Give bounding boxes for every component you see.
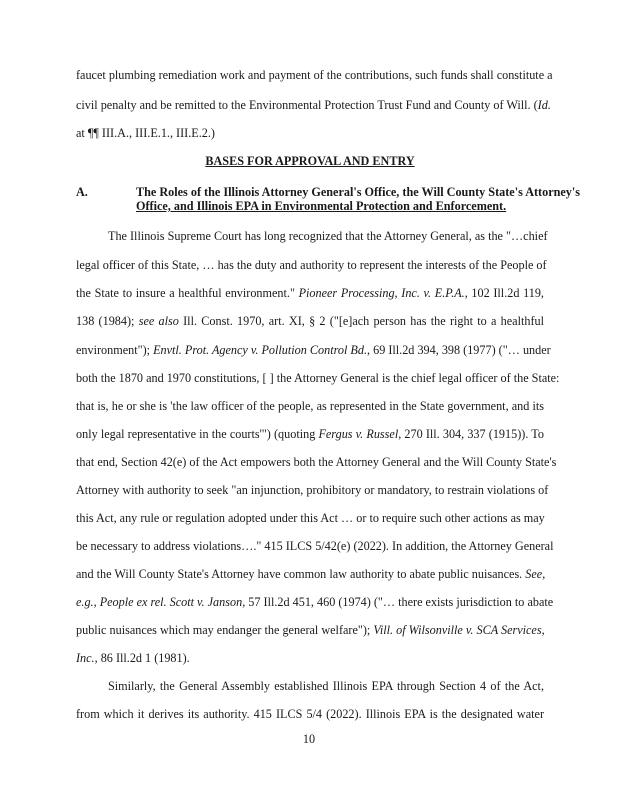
case-citation: Envtl. Prot. Agency v. Pollution Control Bd. [153, 343, 367, 357]
signal-see-also: see also [138, 314, 179, 328]
body-line: Attorney with authority to seek "an injunction, prohibitory or mandatory, to restrain violations of [76, 483, 549, 497]
page-number: 10 [302, 732, 316, 746]
body-line: faucet plumbing remediation work and payment of the contributions, such funds shall constitute a [76, 68, 553, 82]
signal-see: See, [525, 567, 546, 581]
body-line: environment"); Envtl. Prot. Agency v. Pollution Control Bd., 69 Ill.2d 394, 398 (1977) ("… under [76, 343, 551, 357]
body-line: legal officer of this State, … has the duty and authority to represent the interests of the People of [76, 258, 547, 272]
section-heading: BASES FOR APPROVAL AND ENTRY [205, 154, 415, 168]
body-line: public nuisances which may endanger the general welfare"); Vill. of Wilsonville v. SCA Services, [76, 623, 545, 637]
citation-id: Id. [537, 98, 551, 112]
body-line: that is, he or she is 'the law officer of the people, as represented in the State government, and its [76, 399, 544, 413]
body-line: and the Will County State's Attorney have common law authority to abate public nuisances. See, [76, 567, 546, 581]
body-line: 138 (1984); see also Ill. Const. 1970, art. XI, § 2 ("[e]ach person has the right to a healthful [76, 314, 544, 328]
body-line: this Act, any rule or regulation adopted under this Act … or to require such other actions as may [76, 511, 545, 525]
case-citation: Vill. of Wilsonville v. SCA Services, [373, 623, 545, 637]
body-line: the State to insure a healthful environment." Pioneer Processing, Inc. v. E.P.A., 102 Ill.2d 119, [76, 286, 544, 300]
body-line: from which it derives its authority. 415 ILCS 5/4 (2022). Illinois EPA is the designated water [76, 707, 544, 721]
subsection-title: Office, and Illinois EPA in Environmental Protection and Enforcement. [136, 199, 507, 213]
body-line: civil penalty and be remitted to the Environmental Protection Trust Fund and County of Will. (Id. [76, 98, 551, 112]
case-citation: Fergus v. Russel [318, 427, 399, 441]
case-citation: Pioneer Processing, Inc. v. E.P.A. [298, 286, 465, 300]
subsection-title: The Roles of the Illinois Attorney General's Office, the Will County State's Attorney's [136, 185, 581, 199]
body-line: be necessary to address violations…." 415 ILCS 5/42(e) (2022). In addition, the Attorney General [76, 539, 554, 553]
case-citation: People ex rel. Scott v. Janson [99, 595, 243, 609]
body-line: that end, Section 42(e) of the Act empowers both the Attorney General and the Will County State's [76, 455, 557, 469]
body-line: at ¶¶ III.A., III.E.1., III.E.2.) [76, 126, 215, 140]
body-line: both the 1870 and 1970 constitutions, [ ] the Attorney General is the chief legal officer of the State: [76, 371, 560, 385]
body-line: only legal representative in the courts'") (quoting Fergus v. Russel, 270 Ill. 304, 337 (1915)). To [76, 427, 544, 441]
body-line: The Illinois Supreme Court has long recognized that the Attorney General, as the "…chief [108, 229, 548, 243]
signal-eg: e.g. [76, 595, 94, 609]
subsection-letter: A. [76, 185, 88, 199]
body-line: e.g., People ex rel. Scott v. Janson, 57 Ill.2d 451, 460 (1974) ("… there exists jurisdiction to abate [76, 595, 554, 609]
case-citation: Inc. [76, 651, 95, 665]
body-line: Inc., 86 Ill.2d 1 (1981). [76, 651, 190, 665]
body-line: Similarly, the General Assembly established Illinois EPA through Section 4 of the Act, [108, 679, 544, 693]
